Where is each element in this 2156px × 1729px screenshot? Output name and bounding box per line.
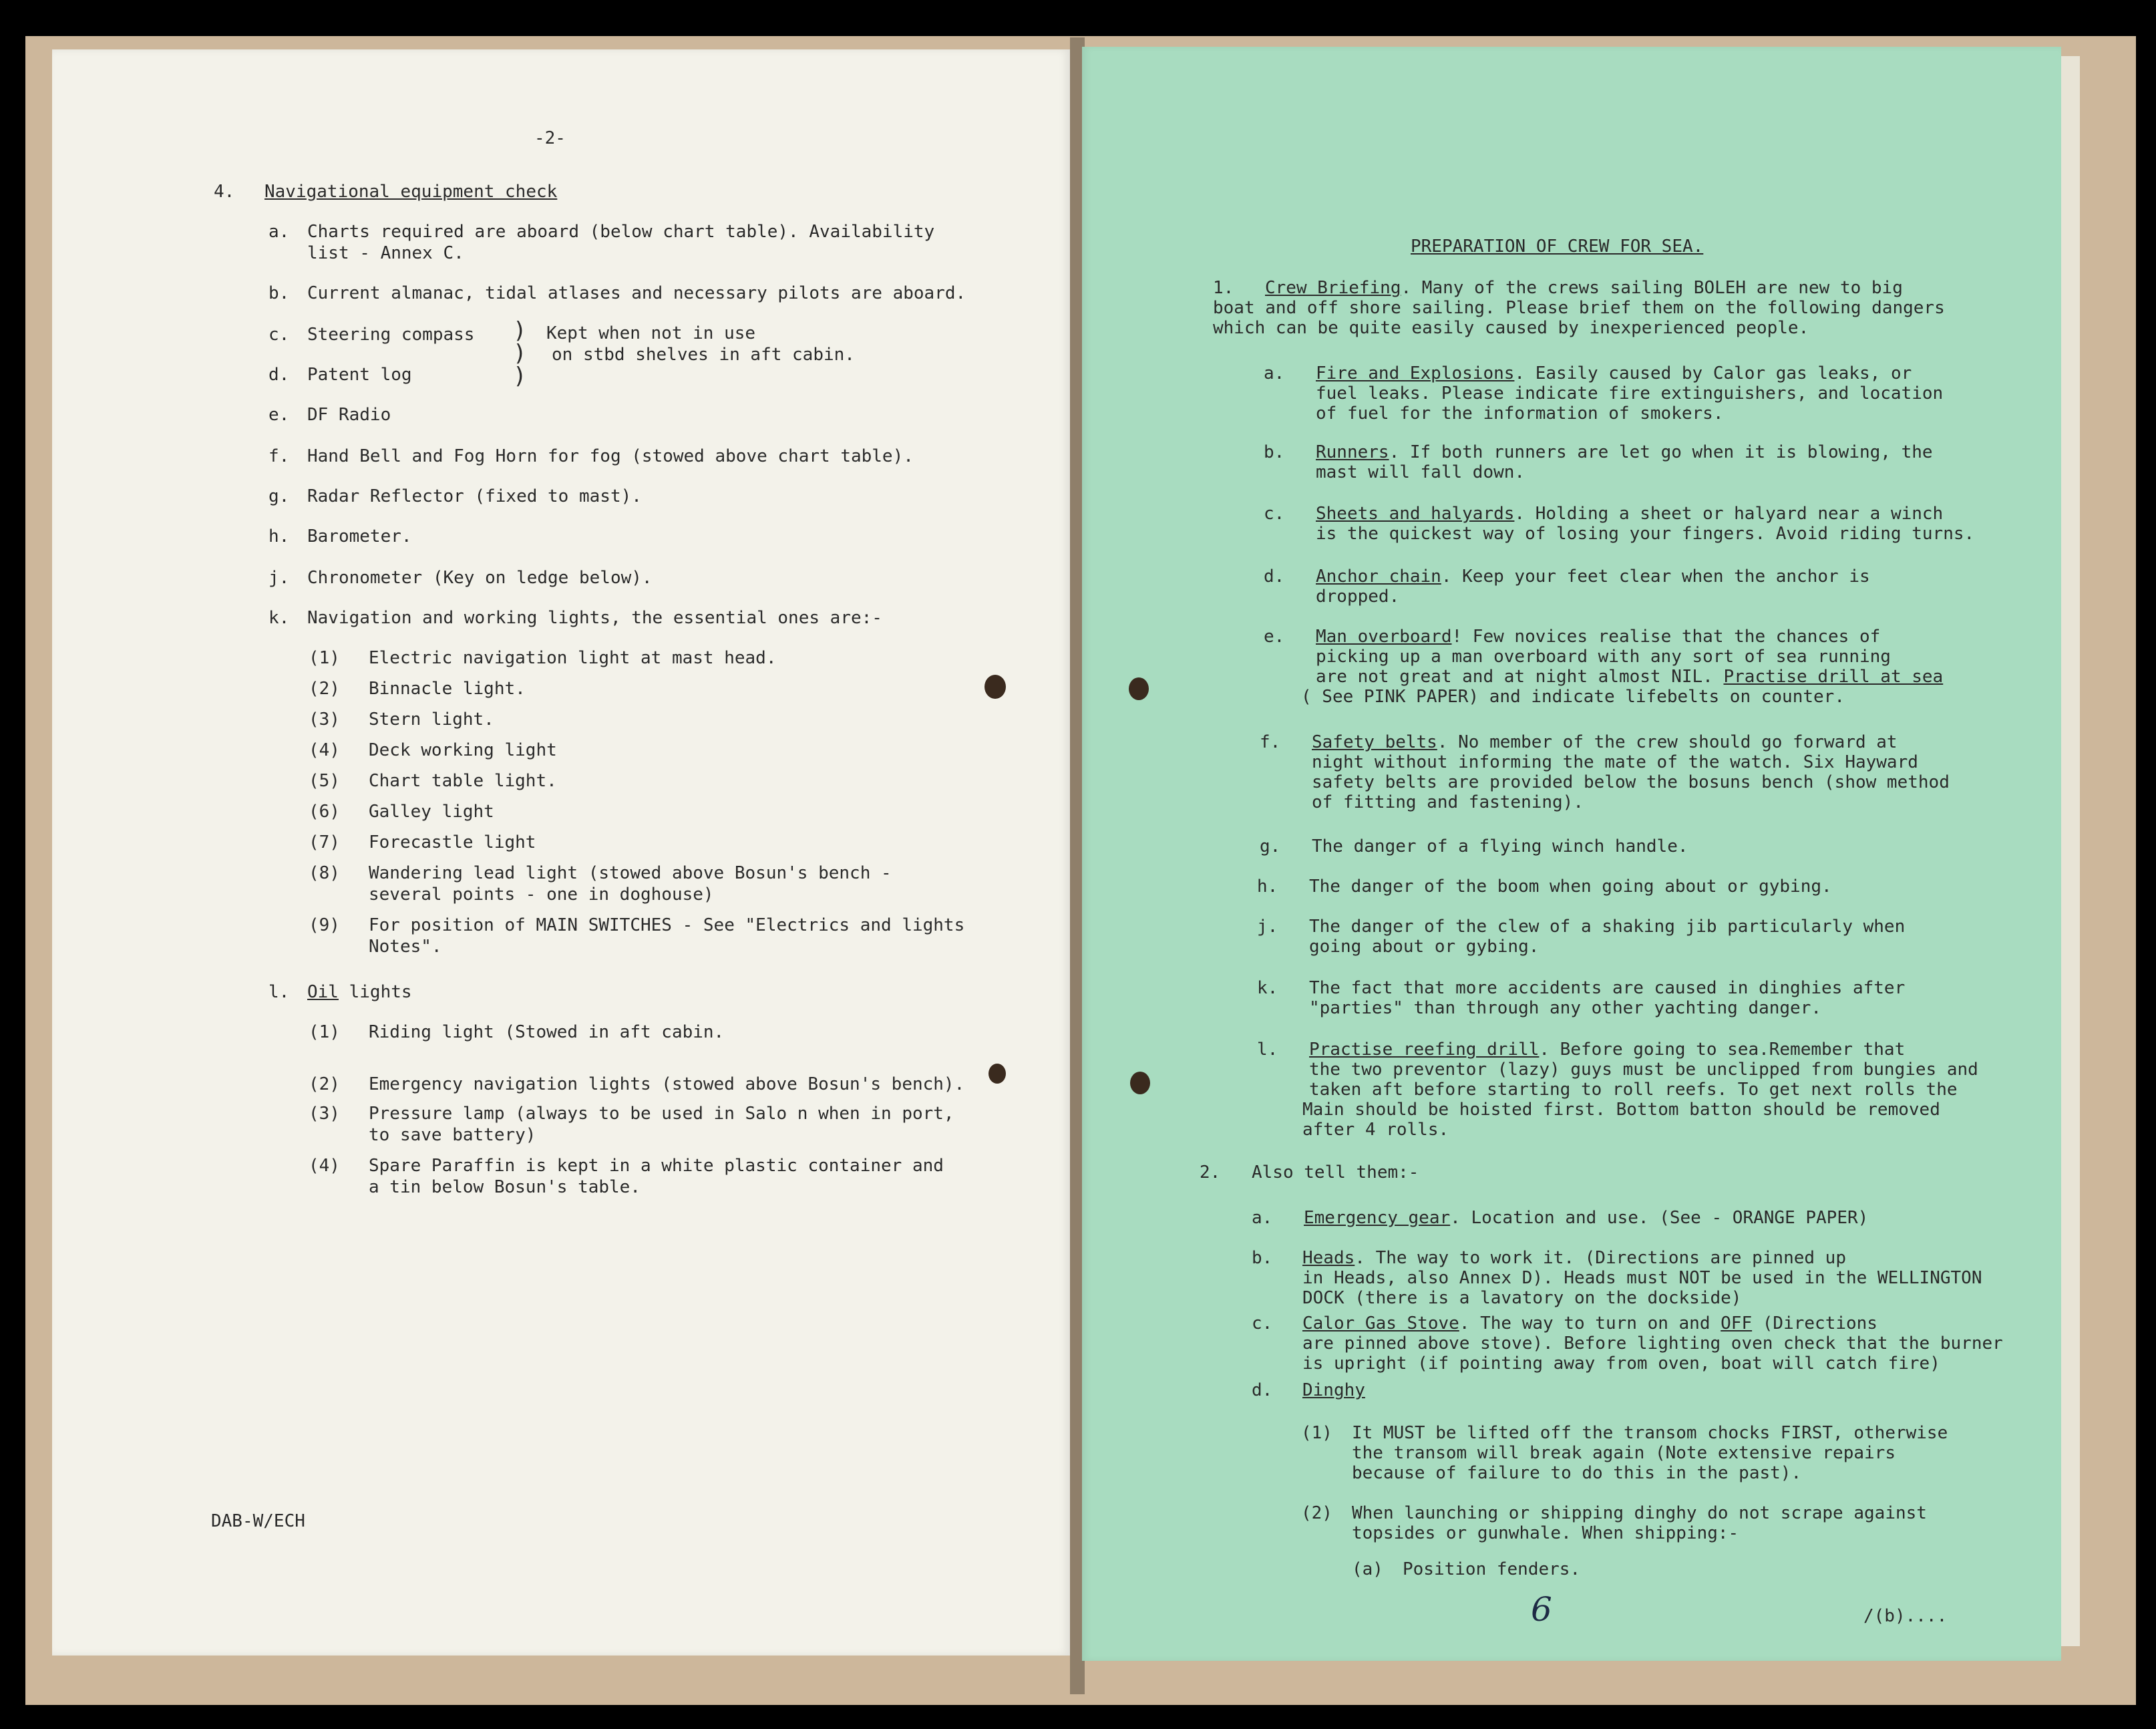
danger-text: ! Few novices realise that the chances of bbox=[1451, 627, 1881, 647]
item-text: Current almanac, tidal atlases and necessary pilots are aboard. bbox=[307, 283, 966, 303]
light-text: Forecastle light bbox=[369, 832, 536, 852]
item-text: Hand Bell and Fog Horn for fog (stowed above chart table). bbox=[307, 446, 914, 466]
item-label: a. bbox=[1252, 1208, 1273, 1228]
danger-text: "parties" than through any other yachting danger. bbox=[1309, 998, 1822, 1018]
item-text: Charts required are aboard (below chart table). Availability bbox=[307, 222, 935, 242]
bracket-note: Kept when not in use bbox=[546, 323, 756, 343]
crew-briefing-text: . Many of the crews sailing BOLEH are new to big bbox=[1401, 278, 1903, 298]
light-text: Stern light. bbox=[369, 710, 494, 730]
item-label: b. bbox=[1252, 1248, 1273, 1268]
danger-title: Safety belts bbox=[1312, 732, 1437, 752]
danger-text: . Easily caused by Calor gas leaks, or bbox=[1514, 363, 1912, 383]
oil-number: (4) bbox=[309, 1156, 340, 1176]
tell-text: . Location and use. (See - ORANGE PAPER) bbox=[1450, 1208, 1869, 1228]
light-number: (4) bbox=[309, 740, 340, 760]
tell-item bbox=[1304, 1208, 1868, 1229]
handwritten-page-number: 6 bbox=[1531, 1590, 1552, 1629]
danger-text: picking up a man overboard with any sort of sea running bbox=[1316, 647, 1891, 667]
item-label: k. bbox=[1257, 978, 1278, 998]
punch-hole bbox=[989, 1064, 1006, 1084]
light-text-cont: Notes". bbox=[369, 937, 442, 957]
danger-text: The danger of the boom when going about or gybing. bbox=[1309, 877, 1832, 897]
light-text: Binnacle light. bbox=[369, 679, 526, 699]
dinghy-text: When launching or shipping dinghy do not scrape against bbox=[1352, 1503, 1927, 1523]
tell-text: are pinned above stove). Before lighting oven check that the burner bbox=[1302, 1333, 2003, 1354]
danger-text: safety belts are provided below the bosuns bench (show method bbox=[1312, 772, 1950, 792]
item-text: Radar Reflector (fixed to mast). bbox=[307, 486, 642, 506]
danger-text: the two preventor (lazy) guys must be unclipped from bungies and bbox=[1309, 1060, 1978, 1080]
dinghy-text: the transom will break again (Note extensive repairs bbox=[1352, 1443, 1896, 1463]
item-text: Chronometer (Key on ledge below). bbox=[307, 568, 653, 588]
footer-reference: DAB-W/ECH bbox=[211, 1511, 305, 1531]
item-label: j. bbox=[1257, 917, 1278, 937]
oil-number: (1) bbox=[309, 1022, 340, 1042]
oil-rest: lights bbox=[338, 982, 412, 1002]
danger-text: The fact that more accidents are caused in dinghies after bbox=[1309, 978, 1906, 998]
light-text: Wandering lead light (stowed above Bosun's bench - bbox=[369, 863, 892, 883]
danger-title: Runners bbox=[1316, 442, 1389, 462]
item-text: Steering compass bbox=[307, 325, 475, 345]
oil-text: Spare Paraffin is kept in a white plastic container and bbox=[369, 1156, 944, 1176]
crew-briefing-title: Crew Briefing bbox=[1265, 278, 1401, 298]
punch-hole bbox=[984, 675, 1006, 699]
section-number: 2. bbox=[1200, 1162, 1221, 1183]
tell-title: Heads bbox=[1302, 1248, 1355, 1268]
item-label: d. bbox=[268, 365, 290, 385]
item-label: g. bbox=[268, 486, 290, 506]
left-page bbox=[52, 49, 1070, 1656]
item-text: Barometer. bbox=[307, 526, 412, 546]
item-label: j. bbox=[268, 568, 290, 588]
danger-item bbox=[1316, 442, 1933, 463]
danger-text: going about or gybing. bbox=[1309, 937, 1540, 957]
item-label: d. bbox=[1252, 1380, 1273, 1400]
item-label: d. bbox=[1264, 567, 1285, 587]
item-label: h. bbox=[1257, 877, 1278, 897]
tell-item bbox=[1302, 1248, 1846, 1269]
danger-text: . No member of the crew should go forward at bbox=[1437, 732, 1898, 752]
dinghy-sub-number: (a) bbox=[1352, 1559, 1383, 1579]
danger-text: taken aft before starting to roll reefs. To get next rolls the bbox=[1309, 1080, 1958, 1100]
item-label: c. bbox=[268, 325, 290, 345]
item-text-cont: list - Annex C. bbox=[307, 243, 464, 263]
danger-text: night without informing the mate of the watch. Six Hayward bbox=[1312, 752, 1918, 772]
danger-emphasis: Practise drill at sea bbox=[1723, 667, 1944, 687]
dinghy-number: (2) bbox=[1301, 1503, 1332, 1523]
tell-text: in Heads, also Annex D). Heads must NOT be used in the WELLINGTON bbox=[1302, 1268, 1982, 1288]
danger-text: The danger of a flying winch handle. bbox=[1312, 836, 1688, 856]
light-text: For position of MAIN SWITCHES - See "Electrics and lights bbox=[369, 915, 965, 935]
tell-text: DOCK (there is a lavatory on the dockside) bbox=[1302, 1288, 1742, 1308]
light-number: (6) bbox=[309, 802, 340, 822]
light-number: (1) bbox=[309, 648, 340, 668]
bracket-note: on stbd shelves in aft cabin. bbox=[552, 345, 855, 365]
danger-item bbox=[1316, 363, 1912, 384]
tell-text: (Directions bbox=[1752, 1313, 1877, 1333]
light-number: (7) bbox=[309, 832, 340, 852]
light-text: Electric navigation light at mast head. bbox=[369, 648, 777, 668]
item-label: f. bbox=[268, 446, 290, 466]
danger-text: The danger of the clew of a shaking jib particularly when bbox=[1309, 917, 1906, 937]
danger-text: . If both runners are let go when it is blowing, the bbox=[1389, 442, 1933, 462]
light-text: Chart table light. bbox=[369, 771, 557, 791]
danger-text: dropped. bbox=[1316, 587, 1400, 607]
item-text: Navigation and working lights, the essential ones are:- bbox=[307, 608, 882, 628]
danger-title: Man overboard bbox=[1316, 627, 1452, 647]
section-number: 1. bbox=[1213, 278, 1234, 298]
punch-hole bbox=[1130, 1072, 1150, 1094]
dinghy-text: because of failure to do this in the past). bbox=[1352, 1463, 1802, 1483]
oil-number: (2) bbox=[309, 1074, 340, 1094]
oil-number: (3) bbox=[309, 1104, 340, 1124]
danger-item bbox=[1316, 667, 1943, 687]
item-label: a. bbox=[268, 222, 290, 242]
oil-text-cont: to save battery) bbox=[369, 1125, 536, 1145]
crew-briefing-line bbox=[1265, 278, 1903, 299]
item-label: c. bbox=[1252, 1313, 1273, 1333]
light-number: (2) bbox=[309, 679, 340, 699]
danger-text: is the quickest way of losing your fingers. Avoid riding turns. bbox=[1316, 524, 1975, 544]
danger-text: mast will fall down. bbox=[1316, 462, 1525, 482]
light-number: (3) bbox=[309, 710, 340, 730]
light-number: (8) bbox=[309, 863, 340, 883]
tell-title: Calor Gas Stove bbox=[1302, 1313, 1459, 1333]
light-text: Galley light bbox=[369, 802, 494, 822]
tell-text: is upright (if pointing away from oven, boat will catch fire) bbox=[1302, 1354, 1940, 1374]
danger-text: fuel leaks. Please indicate fire extinguishers, and location bbox=[1316, 383, 1944, 404]
oil-label: l. bbox=[268, 982, 290, 1002]
right-page bbox=[1082, 47, 2061, 1661]
danger-title: Anchor chain bbox=[1316, 567, 1441, 587]
item-text: DF Radio bbox=[307, 405, 391, 425]
danger-text: after 4 rolls. bbox=[1302, 1120, 1449, 1140]
tell-item bbox=[1302, 1313, 1877, 1334]
item-label: e. bbox=[268, 405, 290, 425]
oil-text: Riding light (Stowed in aft cabin. bbox=[369, 1022, 725, 1042]
crew-briefing-text: which can be quite easily caused by inexperienced people. bbox=[1213, 318, 1809, 338]
danger-item bbox=[1316, 627, 1880, 647]
danger-text: . Before going to sea.Remember that bbox=[1539, 1040, 1906, 1060]
light-text-cont: several points - one in doghouse) bbox=[369, 885, 714, 905]
bracket: ) ) ) bbox=[513, 317, 527, 389]
danger-text: . Keep your feet clear when the anchor is bbox=[1441, 567, 1870, 587]
item-label: b. bbox=[268, 283, 290, 303]
item-label: b. bbox=[1264, 442, 1285, 462]
item-text: Patent log bbox=[307, 365, 412, 385]
light-text: Deck working light bbox=[369, 740, 557, 760]
dinghy-text: It MUST be lifted off the transom chocks FIRST, otherwise bbox=[1352, 1423, 1948, 1443]
tell-text: . The way to work it. (Directions are pinned up bbox=[1355, 1248, 1846, 1268]
continued-marker: /(b).... bbox=[1863, 1606, 1948, 1626]
item-label: e. bbox=[1264, 627, 1285, 647]
oil-text: Pressure lamp (always to be used in Salo n when in port, bbox=[369, 1104, 954, 1124]
dinghy-number: (1) bbox=[1301, 1423, 1332, 1443]
dinghy-text: topsides or gunwhale. When shipping:- bbox=[1352, 1523, 1739, 1543]
danger-title: Fire and Explosions bbox=[1316, 363, 1515, 383]
item-label: c. bbox=[1264, 504, 1285, 524]
tell-title: Dinghy bbox=[1302, 1380, 1365, 1400]
item-label: g. bbox=[1260, 836, 1281, 856]
item-label: h. bbox=[268, 526, 290, 546]
danger-text: Main should be hoisted first. Bottom batton should be removed bbox=[1302, 1100, 1940, 1120]
item-label: a. bbox=[1264, 363, 1285, 383]
page-stack-edge bbox=[2061, 56, 2080, 1646]
danger-text: ( See PINK PAPER) and indicate lifebelts on counter. bbox=[1301, 687, 1845, 707]
danger-text: of fitting and fastening). bbox=[1312, 792, 1584, 812]
tell-title: Emergency gear bbox=[1304, 1208, 1451, 1228]
danger-item bbox=[1309, 1040, 1905, 1060]
danger-text: . Holding a sheet or halyard near a winch bbox=[1514, 504, 1944, 524]
danger-title: Practise reefing drill bbox=[1309, 1040, 1540, 1060]
oil-text: Emergency navigation lights (stowed above Bosun's bench). bbox=[369, 1074, 965, 1094]
item-label: l. bbox=[1257, 1040, 1278, 1060]
section-number: 4. bbox=[214, 182, 235, 202]
oil-heading bbox=[307, 982, 412, 1003]
light-number: (5) bbox=[309, 771, 340, 791]
danger-item bbox=[1316, 567, 1870, 587]
light-number: (9) bbox=[309, 915, 340, 935]
oil-text-cont: a tin below Bosun's table. bbox=[369, 1177, 641, 1197]
page-number: -2- bbox=[534, 128, 566, 148]
tell-emphasis: OFF bbox=[1721, 1313, 1753, 1333]
punch-hole bbox=[1129, 677, 1149, 700]
section-title: Also tell them:- bbox=[1252, 1162, 1419, 1183]
danger-text: of fuel for the information of smokers. bbox=[1316, 404, 1724, 424]
crew-briefing-text: boat and off shore sailing. Please brief them on the following dangers bbox=[1213, 298, 1945, 318]
section-title: Navigational equipment check bbox=[264, 182, 558, 202]
page-title: PREPARATION OF CREW FOR SEA. bbox=[1411, 237, 1704, 257]
item-label: f. bbox=[1260, 732, 1281, 752]
dinghy-sub-text: Position fenders. bbox=[1403, 1559, 1581, 1579]
danger-item bbox=[1312, 732, 1898, 753]
danger-item bbox=[1316, 504, 1943, 524]
danger-title: Sheets and halyards bbox=[1316, 504, 1515, 524]
tell-text: . The way to turn on and bbox=[1459, 1313, 1721, 1333]
danger-text: are not great and at night almost NIL. bbox=[1316, 667, 1724, 687]
item-label: k. bbox=[268, 608, 290, 628]
oil-title: Oil bbox=[307, 982, 339, 1002]
